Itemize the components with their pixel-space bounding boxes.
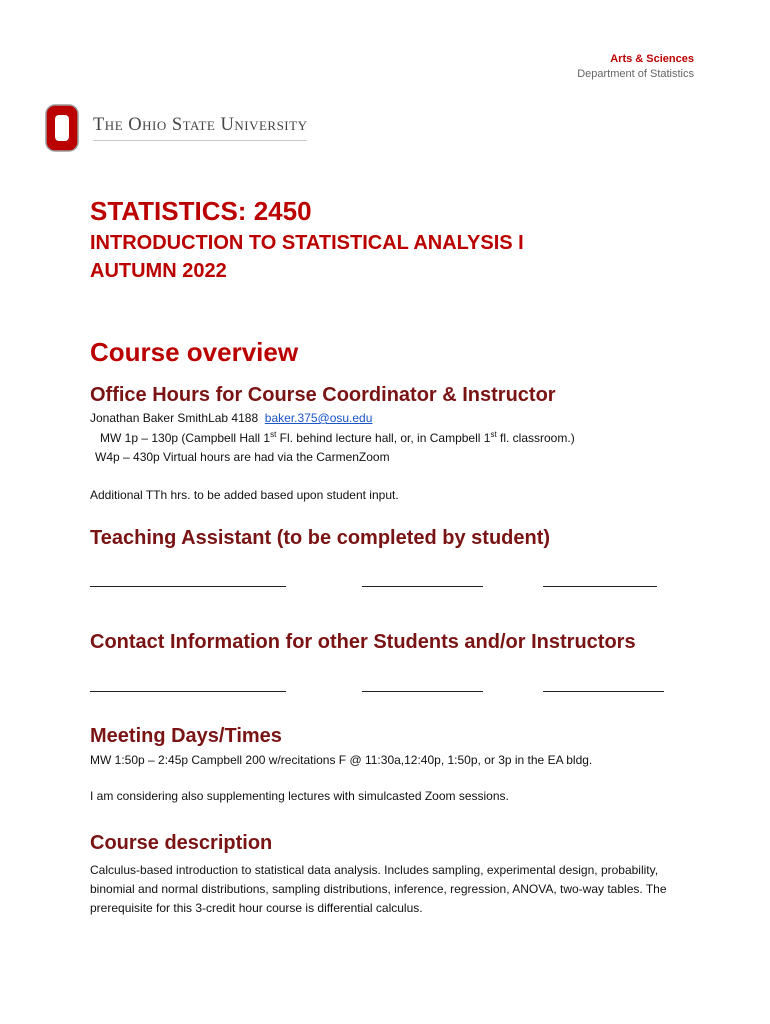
course-term: AUTUMN 2022 bbox=[90, 260, 227, 282]
course-overview-heading: Course overview bbox=[90, 337, 299, 367]
course-description-heading: Course description bbox=[90, 832, 273, 854]
instructor-email-link[interactable]: baker.375@osu.edu bbox=[264, 411, 373, 425]
department-name: Department of Statistics bbox=[577, 68, 694, 80]
university-wordmark: The Ohio State University bbox=[93, 115, 307, 141]
meeting-schedule: MW 1:50p – 2:45p Campbell 200 w/recitations F @ 11:30a,12:40p, 1:50p, or 3p in the EA bldg. bbox=[90, 753, 593, 767]
contact-blank-line-3[interactable] bbox=[543, 691, 664, 692]
course-name: INTRODUCTION TO STATISTICAL ANALYSIS I bbox=[90, 232, 524, 254]
meeting-times-heading: Meeting Days/Times bbox=[90, 725, 282, 747]
mw-office-hours: MW 1p – 130p (Campbell Hall 1st Fl. behind lecture hall, or, in Campbell 1st fl. classroom.) bbox=[100, 430, 575, 445]
teaching-assistant-heading: Teaching Assistant (to be completed by student) bbox=[90, 527, 551, 549]
office-hours-heading: Office Hours for Course Coordinator & Instructor bbox=[90, 384, 556, 406]
ta-blank-line-2[interactable] bbox=[362, 586, 483, 587]
unit-info bbox=[577, 52, 694, 82]
course-description-text: Calculus-based introduction to statistical data analysis. Includes sampling, experimental design, probability, binomial and normal distributions, sampling distributions, inference, regression, ANOVA, two-way tables. The prerequisite for this 3-credit hour course is differential calculus. bbox=[90, 863, 667, 915]
university-logo bbox=[45, 104, 307, 152]
ta-blank-line-1[interactable] bbox=[90, 586, 286, 587]
ta-blank-line-3[interactable] bbox=[543, 586, 657, 587]
w-virtual-hours: W4p – 430p Virtual hours are had via the CarmenZoom bbox=[95, 450, 390, 464]
contact-blank-line-2[interactable] bbox=[362, 691, 483, 692]
contact-info-heading: Contact Information for other Students and/or Instructors bbox=[90, 631, 636, 653]
block-o-icon bbox=[45, 104, 79, 152]
instructor-name-office: Jonathan Baker SmithLab 4188 bbox=[90, 411, 259, 425]
additional-hours-note: Additional TTh hrs. to be added based upon student input. bbox=[90, 488, 399, 502]
college-name: Arts & Sciences bbox=[610, 53, 694, 65]
contact-blank-line-1[interactable] bbox=[90, 691, 286, 692]
course-number: STATISTICS: 2450 bbox=[90, 196, 312, 226]
instructor-line bbox=[90, 409, 372, 428]
zoom-supplement-note: I am considering also supplementing lectures with simulcasted Zoom sessions. bbox=[90, 789, 509, 803]
